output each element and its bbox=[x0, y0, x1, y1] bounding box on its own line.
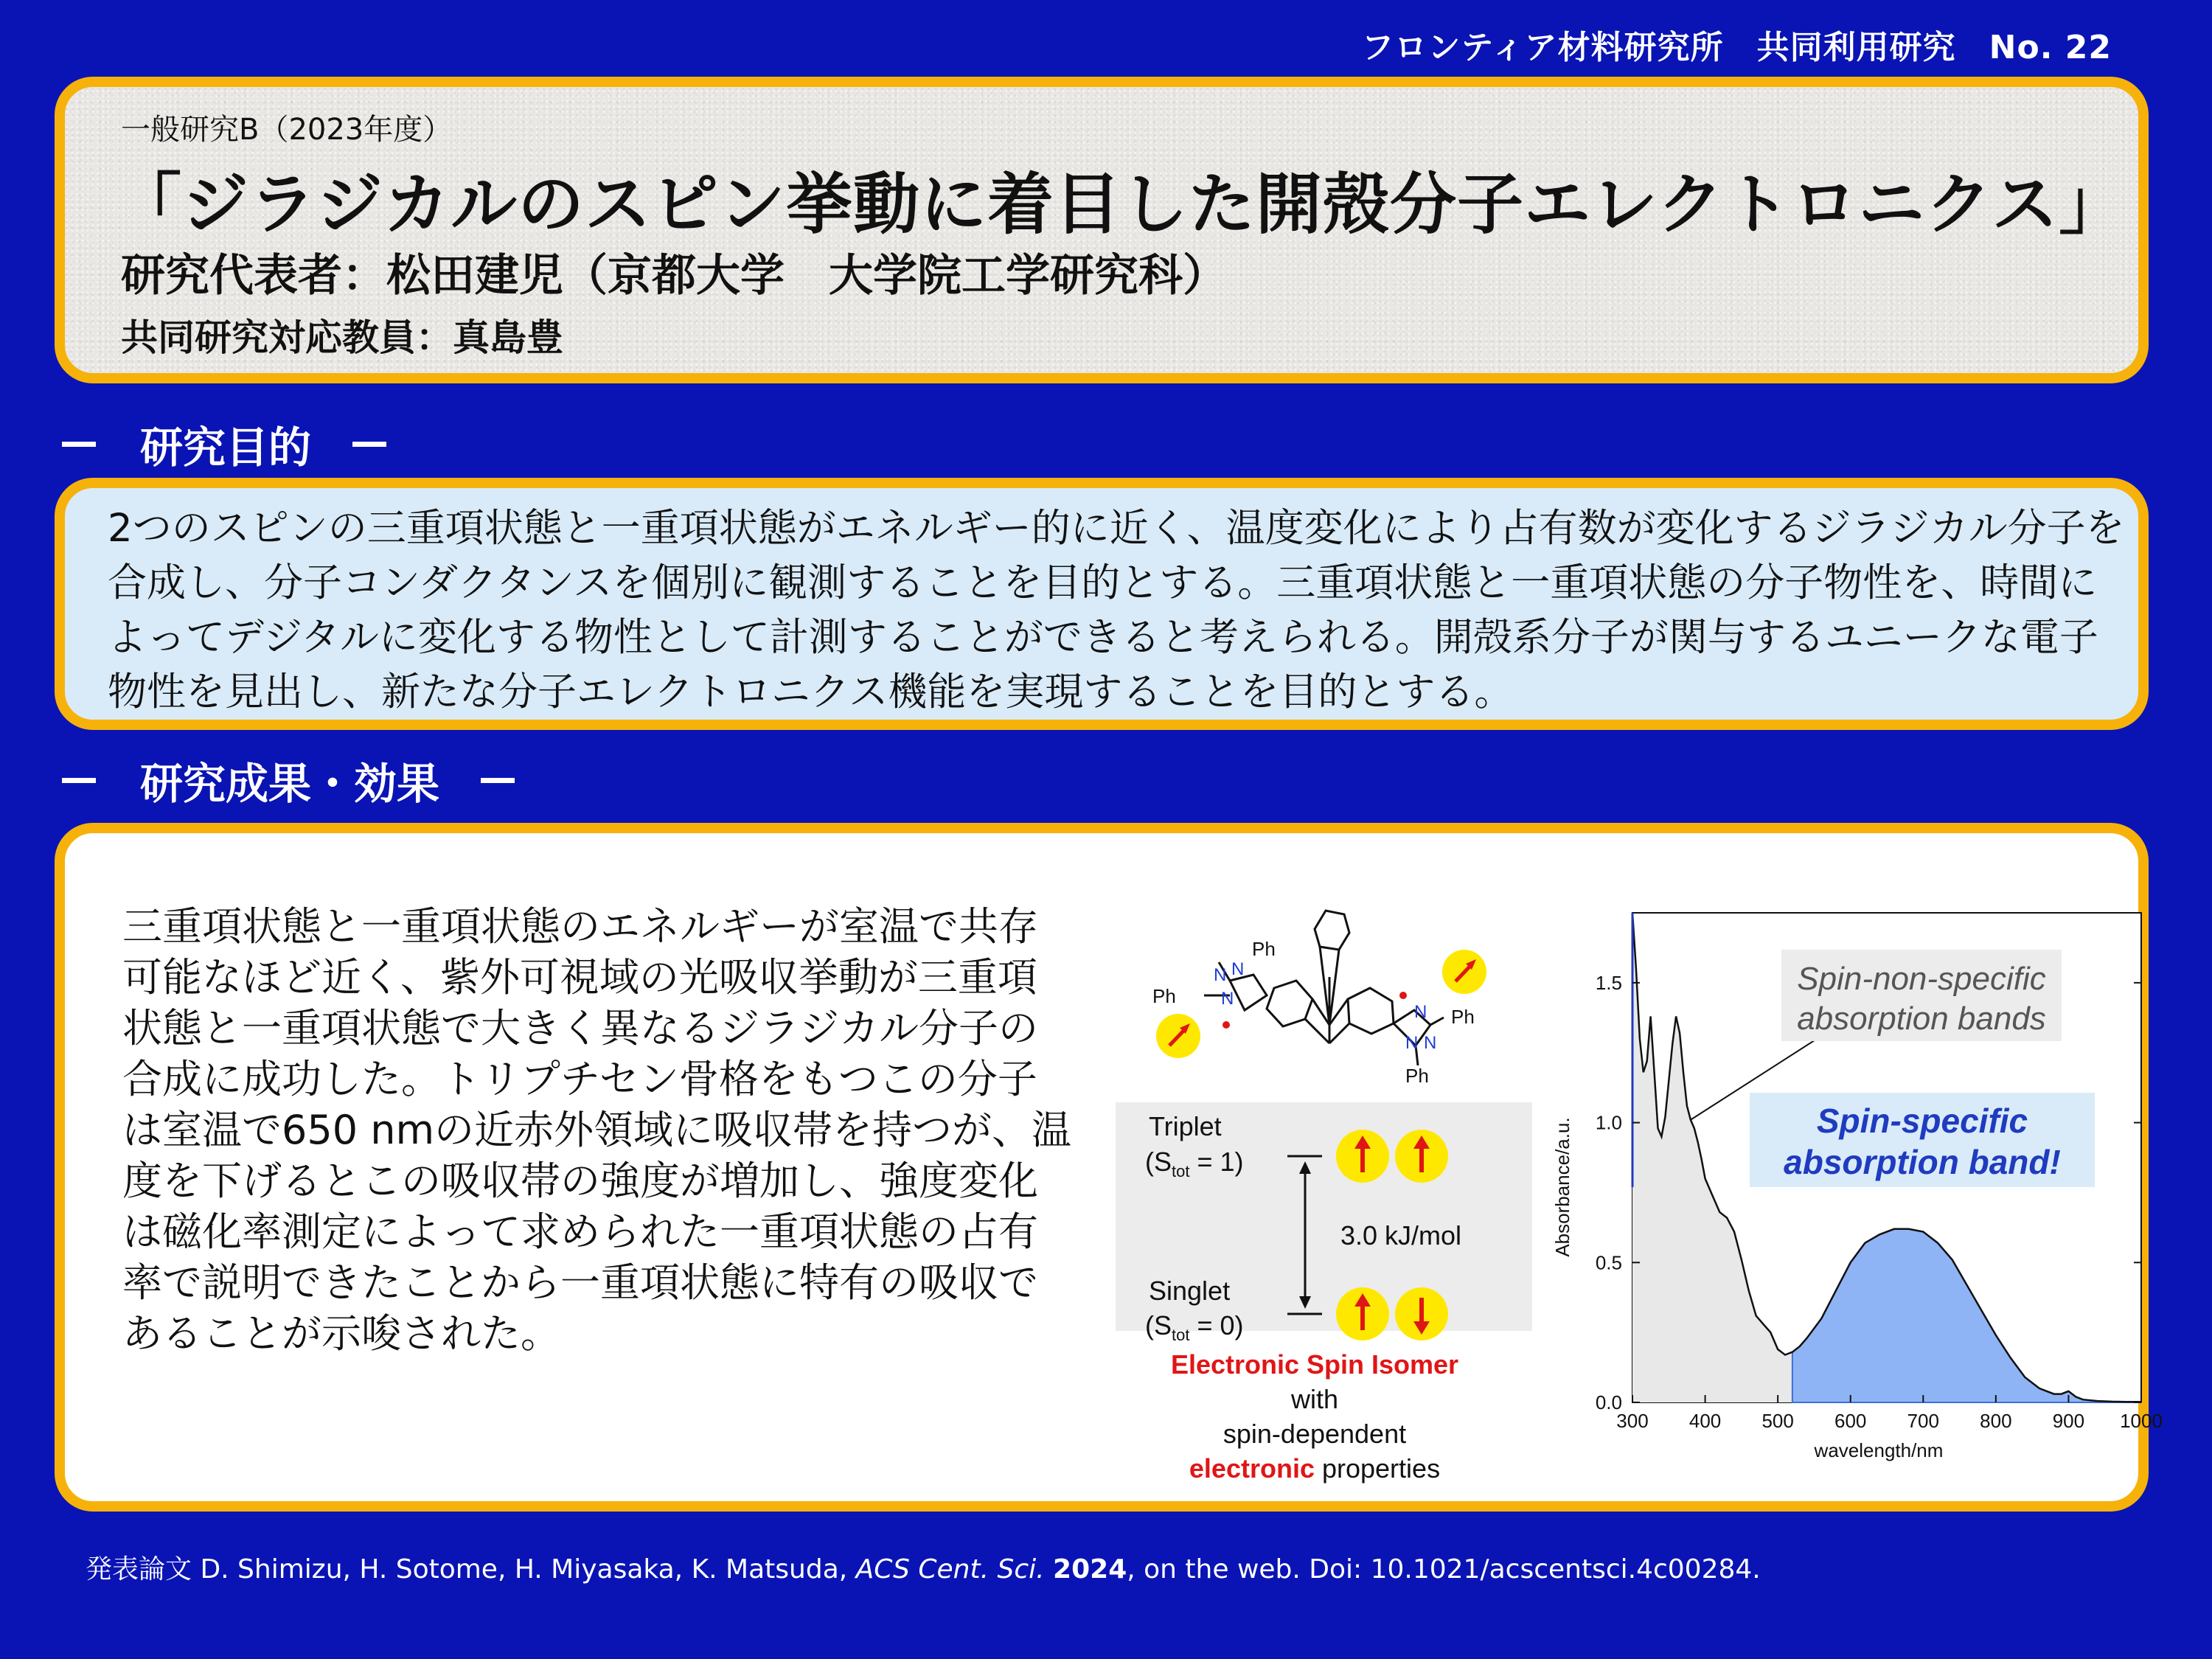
ph-label: Ph bbox=[1405, 1065, 1429, 1087]
x-tick-label: 700 bbox=[1907, 1410, 1939, 1432]
singlet-spin-quantum: $(S_{tot} = 0)$ bbox=[1145, 1310, 1244, 1344]
n-atom-label: N bbox=[1231, 959, 1245, 979]
results-text: 三重項状態と一重項状態のエネルギーが室温で共存可能なほど近く、紫外可視域の光吸収挙動が三重項状態と一重項状態で大きく異なるジラジカル分子の合成に成功した。トリプチセン骨格をもつこの分子は室温で650 nmの近赤外領域に吸収帯を持つが、温度を下げるとこの吸収帯の強度が増加し、強度変化は磁化率測定によって求められた一重項状態の占有率で説明できたことから一重項状態に特有の吸収であることが示唆された。 bbox=[122, 903, 1072, 1357]
nonspecific-annotation-line1: Spin-non-specific bbox=[1797, 961, 2046, 997]
purpose-heading-text: 研究目的 bbox=[140, 422, 312, 473]
caption-line1: Electronic Spin Isomer bbox=[1170, 1349, 1459, 1380]
dash-left bbox=[62, 442, 96, 447]
y-tick-label: 0.5 bbox=[1595, 1251, 1622, 1274]
purpose-panel bbox=[55, 478, 2149, 730]
spin-isomer-figure bbox=[1053, 892, 1481, 1484]
x-tick-label: 400 bbox=[1688, 1410, 1722, 1432]
ph-label: Ph bbox=[1152, 985, 1176, 1007]
x-tick-label: 800 bbox=[1980, 1410, 2012, 1432]
results-heading bbox=[62, 749, 515, 811]
n-atom-label: N bbox=[1405, 1033, 1419, 1053]
specific-annotation-line2: absorption band! bbox=[1784, 1143, 2061, 1181]
x-tick-label: 900 bbox=[2052, 1410, 2085, 1432]
org-label: フロンティア材料研究所 共同利用研究 No. 22 bbox=[1361, 29, 2112, 66]
y-tick-label: 1.0 bbox=[1595, 1111, 1622, 1134]
caption-line2: with bbox=[1290, 1384, 1339, 1414]
spin-arrow-icon bbox=[1442, 950, 1486, 994]
research-category: 一般研究B（2023年度） bbox=[121, 113, 453, 147]
purpose-text: 2つのスピンの三重項状態と一重項状態がエネルギー的に近く、温度変化により占有数が変化するジラジカル分子を合成し、分子コンダクタンスを個別に観測することを目的とする。三重項状態と一重項状態の分子物性を、時間によってデジタルに変化する物性として計測することができると考えられる。開殻系分子が関与するユニークな電子物性を見出し、新たな分子エレクトロニクス機能を実現することを目的とする。 bbox=[108, 506, 2125, 714]
dash-left bbox=[62, 778, 96, 783]
dash-right bbox=[481, 778, 515, 783]
spin-up-icon bbox=[1336, 1287, 1389, 1340]
y-tick-label: 0.0 bbox=[1595, 1391, 1622, 1413]
results-heading-text: 研究成果・効果 bbox=[140, 759, 440, 809]
ph-label: Ph bbox=[1252, 938, 1276, 960]
x-tick-label: 500 bbox=[1761, 1410, 1794, 1432]
energy-gap-label: 3.0 kJ/mol bbox=[1340, 1220, 1462, 1251]
dash-right bbox=[352, 442, 386, 447]
x-axis-label: wavelength/nm bbox=[1814, 1439, 1944, 1461]
collaborating-faculty: 共同研究対応教員：真島豊 bbox=[121, 316, 563, 359]
y-axis-label: Absorbance/a.u. bbox=[1551, 1117, 1573, 1257]
purpose-heading bbox=[62, 413, 386, 475]
nonspecific-annotation-line2: absorption bands bbox=[1797, 1001, 2046, 1037]
x-tick-label: 300 bbox=[1616, 1410, 1649, 1432]
title-panel bbox=[55, 77, 2149, 383]
n-atom-label: N bbox=[1214, 965, 1227, 985]
publication-footer: 発表論文 D. Shimizu, H. Sotome, H. Miyasaka, K. Matsuda, ACS Cent. Sci. 2024, on the web. Doi: 10.1021/acscentsci.4c00284. bbox=[86, 1554, 1761, 1585]
singlet-label: Singlet bbox=[1149, 1276, 1231, 1306]
triplet-label: Triplet bbox=[1149, 1111, 1222, 1141]
radical-dot-icon bbox=[1222, 1021, 1230, 1029]
n-atom-label: N bbox=[1414, 1002, 1427, 1022]
spin-arrow-icon bbox=[1156, 1014, 1200, 1058]
ph-label: Ph bbox=[1451, 1006, 1475, 1028]
absorption-spectrum-chart bbox=[1481, 892, 2163, 1467]
caption-line4: electronic properties bbox=[1189, 1453, 1441, 1484]
caption-line3: spin-dependent bbox=[1222, 1419, 1407, 1449]
triplet-spin-quantum: $(S_{tot} = 1)$ bbox=[1145, 1147, 1244, 1180]
x-tick-label: 1000 bbox=[2120, 1410, 2163, 1432]
spin-up-icon bbox=[1395, 1130, 1448, 1183]
spin-up-icon bbox=[1336, 1130, 1389, 1183]
radical-dot-icon bbox=[1399, 992, 1407, 999]
n-atom-label: N bbox=[1221, 989, 1234, 1009]
page-title: 「ジラジカルのスピン挙動に着目した開殻分子エレクトロニクス」 bbox=[115, 166, 2126, 243]
x-tick-label: 600 bbox=[1834, 1410, 1867, 1432]
n-atom-label: N bbox=[1424, 1033, 1437, 1053]
spin-down-icon bbox=[1395, 1287, 1448, 1340]
research-representative: 研究代表者：松田建児（京都大学 大学院工学研究科） bbox=[121, 250, 1227, 302]
results-panel bbox=[55, 823, 2163, 1512]
y-tick-label: 1.5 bbox=[1595, 971, 1622, 994]
specific-annotation-line1: Spin-specific bbox=[1816, 1102, 2028, 1140]
